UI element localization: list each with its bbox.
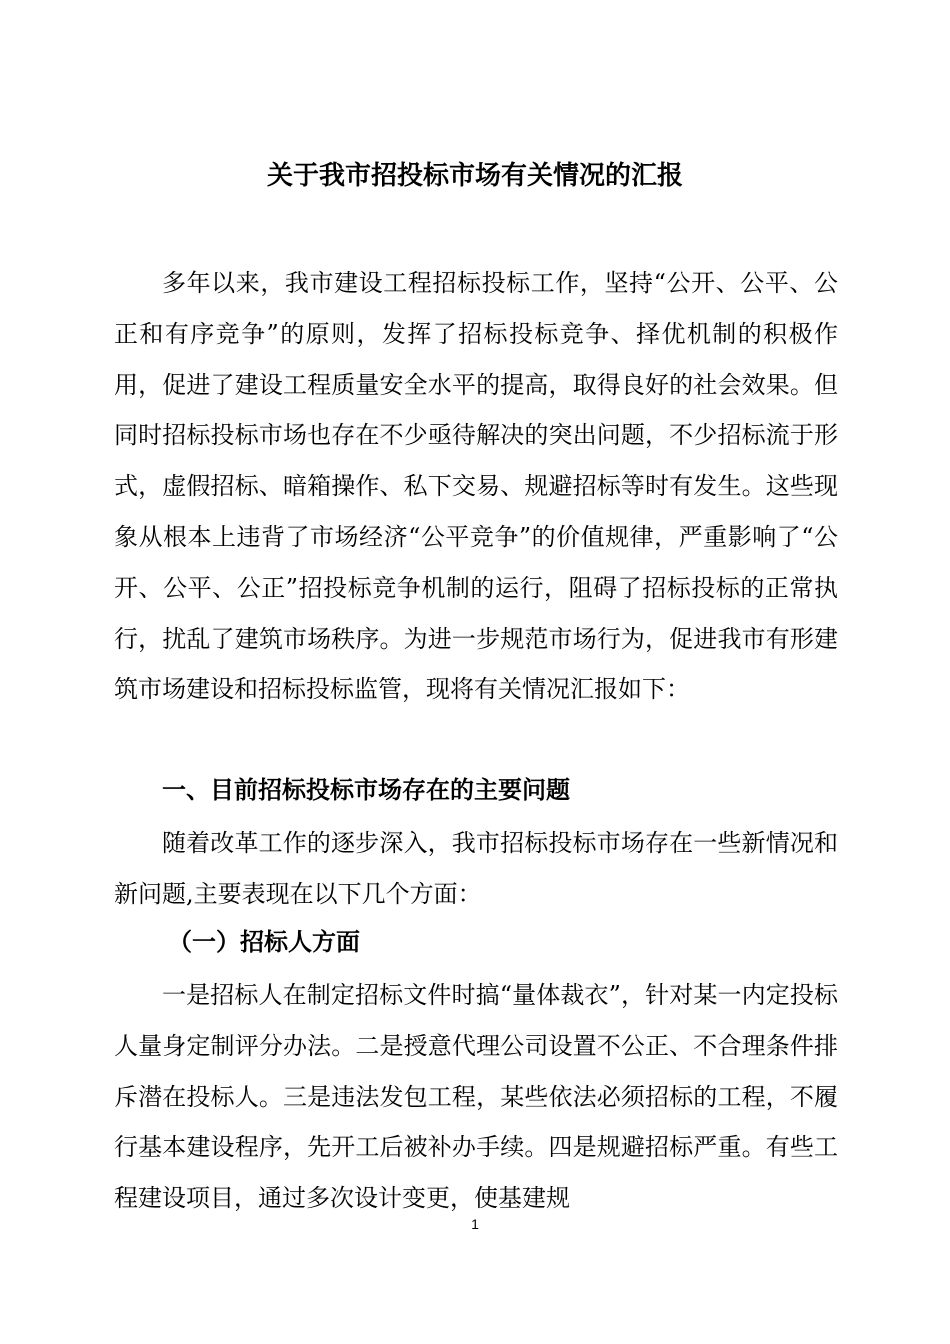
subsection-1-body-paragraph: 一是招标人在制定招标文件时搞“量体裁衣”，针对某一内定投标人量身定制评分办法。二是授意代理公司设置不公正、不合理条件排斥潜在投标人。三是违法发包工程，某些依法必须招标的工程，不履行基本建设程序，先开工后被补办手续。四是规避招标严重。有些工程建设项目，通过多次设计变更，使基建规 [114,981,838,1213]
section-1-intro-paragraph: 随着改革工作的逐步深入，我市招标投标市场存在一些新情况和新问题,主要表现在以下几个方面： [114,829,838,908]
section-heading-1: 一、目前招标投标市场存在的主要问题 [162,776,570,804]
page-number: 1 [471,1216,479,1232]
intro-paragraph: 多年以来，我市建设工程招标投标工作，坚持“公开、公平、公正和有序竞争”的原则，发挥了招标投标竞争、择优机制的积极作用，促进了建设工程质量安全水平的提高，取得良好的社会效果。但同时招标投标市场也存在不少亟待解决的突出问题，不少招标流于形式，虚假招标、暗箱操作、私下交易、规避招标等时有发生。这些现象从根本上违背了市场经济“公平竞争”的价值规律，严重影响了“公开、公平、公正”招投标竞争机制的运行，阻碍了招标投标的正常执行，扰乱了建筑市场秩序。为进一步规范市场行为，促进我市有形建筑市场建设和招标投标监管，现将有关情况汇报如下： [114,269,838,704]
document-title: 关于我市招投标市场有关情况的汇报 [266,161,683,191]
subsection-heading-1: （一）招标人方面 [168,928,360,956]
